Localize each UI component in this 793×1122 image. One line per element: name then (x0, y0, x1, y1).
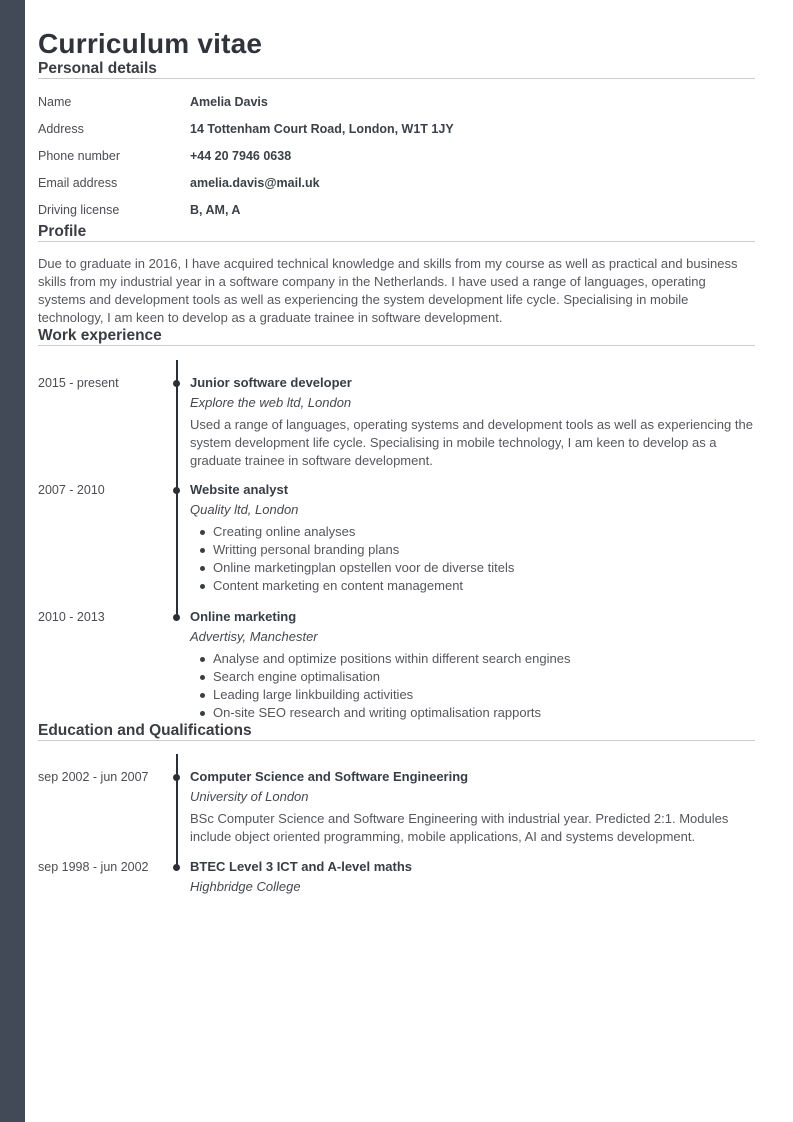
entry-title: BTEC Level 3 ICT and A-level maths (190, 859, 413, 874)
bullet-item: Online marketingplan opstellen voor de diverse titels (190, 559, 755, 577)
entry-company: Quality ltd, London (190, 502, 299, 517)
entry-period: 2007 - 2010 (38, 483, 105, 497)
entry-period: 2010 - 2013 (38, 610, 105, 624)
section-divider (38, 345, 755, 346)
detail-value: amelia.davis@mail.uk (190, 175, 320, 190)
entry-institution: University of London (190, 789, 309, 804)
page-title: Curriculum vitae (38, 28, 263, 59)
detail-value: Amelia Davis (190, 94, 268, 109)
entry-title: Online marketing (190, 609, 297, 624)
section-divider (38, 740, 755, 741)
entry-period: 2015 - present (38, 376, 119, 390)
bullet-item: Search engine optimalisation (190, 668, 755, 686)
entry-description: Used a range of languages, operating systems and development tools as well as experiencing the system development life cycle. Specialising in mobile technology, I am keen to develop as a graduate trainee in software development. (190, 417, 753, 468)
entry-bullet-list (190, 650, 755, 722)
bullet-item: Writting personal branding plans (190, 541, 755, 559)
section-divider (38, 78, 755, 79)
detail-row-phone (38, 142, 755, 169)
bullet-item: Content marketing en content management (190, 577, 755, 595)
entry-company: Explore the web ltd, London (190, 395, 352, 410)
education-entry-btec (38, 857, 755, 897)
detail-row-driving-license (38, 196, 755, 223)
entry-title: Website analyst (190, 482, 289, 497)
detail-label: Address (38, 121, 84, 136)
section-divider (38, 241, 755, 242)
entry-title: Computer Science and Software Engineering (190, 769, 469, 784)
entry-period: sep 1998 - jun 2002 (38, 860, 149, 874)
entry-bullet-list (190, 523, 755, 595)
work-experience-timeline (38, 373, 755, 722)
entry-institution: Highbridge College (190, 879, 301, 894)
entry-description: BSc Computer Science and Software Engineering with industrial year. Predicted 2:1. Modules include object oriented programming, mobile applications, AI and systems development. (190, 811, 729, 844)
bullet-item: Leading large linkbuilding activities (190, 686, 755, 704)
work-entry-website-analyst (38, 480, 755, 595)
education-timeline (38, 767, 755, 897)
section-education (38, 722, 755, 897)
entry-company: Advertisy, Manchester (190, 629, 318, 644)
detail-value: 14 Tottenham Court Road, London, W1T 1JY (190, 121, 454, 136)
personal-details-heading: Personal details (38, 60, 157, 77)
education-entry-computer-science (38, 767, 755, 846)
work-entry-junior-software-developer (38, 373, 755, 470)
profile-heading: Profile (38, 223, 87, 240)
detail-row-name (38, 88, 755, 115)
entry-period: sep 2002 - jun 2007 (38, 770, 149, 784)
personal-details-rows (38, 88, 755, 223)
cv-document (38, 0, 755, 897)
work-entry-online-marketing (38, 607, 755, 722)
detail-value: B, AM, A (190, 202, 241, 217)
detail-label: Name (38, 94, 72, 109)
education-heading: Education and Qualifications (38, 722, 252, 739)
entry-title: Junior software developer (190, 375, 352, 390)
detail-label: Phone number (38, 148, 121, 163)
detail-label: Email address (38, 175, 118, 190)
detail-row-email (38, 169, 755, 196)
bullet-item: Analyse and optimize positions within different search engines (190, 650, 755, 668)
section-profile (38, 223, 755, 327)
profile-text: Due to graduate in 2016, I have acquired technical knowledge and skills from my course as well as practical and business skills from my industrial year in a software company in the Netherlands. I have used a range of languages, operating systems and development tools as well as experiencing the system development life cycle. Specialising in mobile technology, I am keen to develop as a graduate trainee in software development. (38, 256, 738, 325)
detail-label: Driving license (38, 202, 120, 217)
bullet-item: Creating online analyses (190, 523, 755, 541)
section-work-experience (38, 327, 755, 722)
left-margin-strip (0, 0, 25, 1122)
bullet-item: On-site SEO research and writing optimalisation rapports (190, 704, 755, 722)
detail-row-address (38, 115, 755, 142)
detail-value: +44 20 7946 0638 (190, 148, 292, 163)
section-personal-details (38, 60, 755, 223)
work-experience-heading: Work experience (38, 327, 162, 344)
